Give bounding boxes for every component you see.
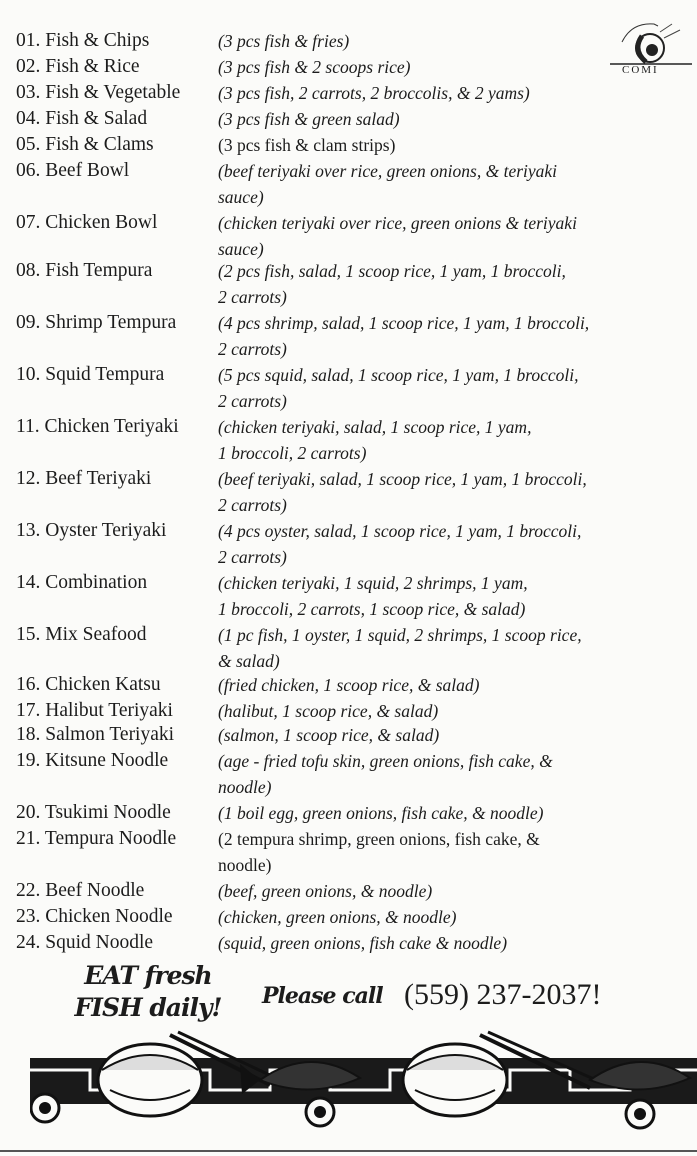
menu-item-label: Fish & Clams — [45, 134, 154, 155]
menu-item-label: Beef Teriyaki — [45, 468, 152, 489]
menu-item-number: 19. — [16, 750, 41, 771]
menu-item-description — [218, 931, 668, 957]
menu-item-label: Shrimp Tempura — [45, 312, 177, 333]
decorative-banner — [30, 1030, 697, 1140]
menu-item-name — [16, 258, 216, 284]
menu-item-label: Chicken Bowl — [45, 212, 158, 233]
description-line: (3 pcs fish & fries) — [218, 31, 350, 51]
menu-item-description — [218, 55, 668, 81]
menu-item-number: 14. — [16, 572, 41, 593]
description-line: sauce) — [218, 186, 264, 207]
menu-item-label: Tsukimi Noodle — [44, 802, 171, 823]
menu-item-description — [218, 363, 668, 414]
menu-item-description — [218, 879, 668, 905]
description-line: sauce) — [218, 238, 264, 259]
menu-item-description — [218, 311, 668, 362]
menu-item-name — [16, 722, 216, 748]
menu-item-label: Fish Tempura — [45, 260, 153, 281]
description-line: (3 pcs fish, 2 carrots, 2 broccolis, & 2 yams) — [218, 83, 530, 103]
description-line: 2 carrots) — [218, 390, 287, 411]
description-line: (4 pcs oyster, salad, 1 scoop rice, 1 yam, 1 broccoli, — [218, 521, 582, 541]
menu-item-number: 10. — [16, 364, 41, 385]
menu-item-description — [218, 673, 668, 699]
description-line: & salad) — [218, 650, 280, 671]
menu-item-number: 09. — [16, 312, 41, 333]
description-line: (chicken teriyaki, 1 squid, 2 shrimps, 1 yam, — [218, 573, 528, 593]
menu-item-label: Chicken Teriyaki — [44, 416, 179, 437]
description-line: (1 pc fish, 1 oyster, 1 squid, 2 shrimps, 1 scoop rice, — [218, 625, 582, 645]
menu-item-number: 03. — [16, 82, 41, 103]
menu-item-name — [16, 904, 216, 930]
logo-text: COMI — [622, 64, 659, 76]
description-line: (beef teriyaki over rice, green onions, & teriyaki — [218, 161, 558, 181]
menu-item-name — [16, 54, 216, 80]
menu-item-number: 13. — [16, 520, 41, 541]
menu-item-label: Fish & Vegetable — [45, 82, 181, 103]
description-line: (squid, green onions, fish cake & noodle) — [218, 933, 508, 953]
menu-item-name — [16, 672, 216, 698]
menu-item-number: 02. — [16, 56, 41, 77]
menu-item-label: Fish & Rice — [45, 56, 140, 77]
description-line: (1 boil egg, green onions, fish cake, & noodle) — [218, 803, 544, 823]
menu-item-number: 23. — [16, 906, 41, 927]
description-line: 2 carrots) — [218, 494, 287, 515]
menu-item-name — [16, 826, 216, 852]
menu-item-number: 15. — [16, 624, 41, 645]
description-line: (salmon, 1 scoop rice, & salad) — [218, 725, 440, 745]
description-line: 2 carrots) — [218, 286, 287, 307]
menu-item-name — [16, 28, 216, 54]
menu-item-number: 06. — [16, 160, 41, 181]
description-line: (4 pcs shrimp, salad, 1 scoop rice, 1 yam, 1 broccoli, — [218, 313, 590, 333]
menu-item-description — [218, 749, 668, 800]
menu-item-name — [16, 748, 216, 774]
menu-item-name — [16, 570, 216, 596]
menu-item-description — [218, 29, 668, 55]
menu-item-label: Fish & Chips — [45, 30, 150, 51]
description-line: (beef teriyaki, salad, 1 scoop rice, 1 yam, 1 broccoli, — [218, 469, 587, 489]
menu-item-number: 05. — [16, 134, 41, 155]
slogan-line-2: FISH daily! — [74, 993, 222, 1022]
menu-item-description — [218, 259, 668, 310]
menu-item-label: Beef Noodle — [45, 880, 145, 901]
description-line: (chicken, green onions, & noodle) — [218, 907, 457, 927]
menu-item-description — [218, 905, 668, 931]
rice-bowl-icon — [403, 1044, 507, 1116]
description-line: (halibut, 1 scoop rice, & salad) — [218, 701, 439, 721]
menu-item-description — [218, 519, 668, 570]
menu-item-label: Kitsune Noodle — [45, 750, 169, 771]
description-line: 1 broccoli, 2 carrots, 1 scoop rice, & salad) — [218, 598, 526, 619]
menu-item-name — [16, 518, 216, 544]
description-line: 1 broccoli, 2 carrots) — [218, 442, 367, 463]
menu-item-label: Chicken Katsu — [45, 674, 161, 695]
description-line: 2 carrots) — [218, 338, 287, 359]
menu-item-name — [16, 622, 216, 648]
description-line: (3 pcs fish & 2 scoops rice) — [218, 57, 411, 77]
description-line: (age - fried tofu skin, green onions, fish cake, & — [218, 751, 553, 771]
description-line: noodle) — [218, 854, 272, 875]
menu-item-number: 17. — [16, 700, 41, 721]
menu-item-label: Mix Seafood — [45, 624, 147, 645]
menu-item-number: 07. — [16, 212, 41, 233]
menu-item-number: 16. — [16, 674, 41, 695]
menu-item-number: 24. — [16, 932, 41, 953]
menu-item-name — [16, 210, 216, 236]
menu-item-label: Chicken Noodle — [45, 906, 173, 927]
description-line: 2 carrots) — [218, 546, 287, 567]
menu-item-number: 08. — [16, 260, 41, 281]
description-line: (fried chicken, 1 scoop rice, & salad) — [218, 675, 480, 695]
menu-item-label: Beef Bowl — [45, 160, 130, 181]
menu-item-name — [16, 800, 216, 826]
menu-item-name — [16, 878, 216, 904]
menu-item-number: 21. — [16, 828, 41, 849]
menu-item-description — [218, 827, 668, 878]
menu-item-name — [16, 930, 216, 956]
menu-item-number: 01. — [16, 30, 41, 51]
menu-item-label: Fish & Salad — [45, 108, 148, 129]
menu-item-name — [16, 158, 216, 184]
menu-item-number: 18. — [16, 724, 41, 745]
menu-item-label: Squid Noodle — [45, 932, 154, 953]
menu-item-label: Squid Tempura — [45, 364, 165, 385]
menu-item-number: 22. — [16, 880, 41, 901]
menu-item-label: Salmon Teriyaki — [45, 724, 175, 745]
slogan-line-1: EAT fresh — [84, 961, 212, 990]
menu-item-description — [218, 571, 668, 622]
description-line: (chicken teriyaki, salad, 1 scoop rice, 1 yam, — [218, 417, 532, 437]
divider — [0, 1150, 697, 1152]
menu-item-name — [16, 362, 216, 388]
menu-item-description — [218, 801, 668, 827]
menu-item-description — [218, 211, 668, 262]
menu-item-label: Combination — [45, 572, 148, 593]
call-prompt: Please call — [262, 983, 383, 1009]
menu-item-description — [218, 415, 668, 466]
description-line: (5 pcs squid, salad, 1 scoop rice, 1 yam, 1 broccoli, — [218, 365, 579, 385]
menu-item-number: 20. — [16, 802, 41, 823]
menu-item-description — [218, 107, 668, 133]
description-line: (chicken teriyaki over rice, green onions & teriyaki — [218, 213, 577, 233]
description-line: (3 pcs fish & green salad) — [218, 109, 400, 129]
menu-item-name — [16, 414, 216, 440]
slogan — [58, 960, 238, 1024]
menu-item-label: Halibut Teriyaki — [45, 700, 173, 721]
menu-item-description — [218, 159, 668, 210]
description-line: (3 pcs fish & clam strips) — [218, 135, 396, 155]
menu-item-description — [218, 81, 668, 107]
menu-item-number: 04. — [16, 108, 41, 129]
menu-item-description — [218, 623, 668, 674]
description-line: (2 pcs fish, salad, 1 scoop rice, 1 yam, 1 broccoli, — [218, 261, 566, 281]
description-line: noodle) — [218, 776, 272, 797]
menu-item-description — [218, 467, 668, 518]
menu-item-name — [16, 698, 216, 724]
menu-item-name — [16, 132, 216, 158]
menu-item-name — [16, 466, 216, 492]
phone-number[interactable]: (559) 237-2037! — [404, 978, 602, 1011]
menu-item-label: Oyster Teriyaki — [45, 520, 167, 541]
menu-item-name — [16, 106, 216, 132]
menu-item-number: 12. — [16, 468, 41, 489]
description-line: (2 tempura shrimp, green onions, fish cake, & — [218, 829, 540, 849]
description-line: (beef, green onions, & noodle) — [218, 881, 433, 901]
menu-item-name — [16, 310, 216, 336]
menu-item-name — [16, 80, 216, 106]
menu-item-description — [218, 699, 668, 725]
menu-item-description — [218, 723, 668, 749]
menu-item-description — [218, 133, 668, 159]
rice-bowl-icon — [98, 1044, 202, 1116]
menu-item-number: 11. — [16, 416, 40, 437]
menu-item-label: Tempura Noodle — [44, 828, 177, 849]
